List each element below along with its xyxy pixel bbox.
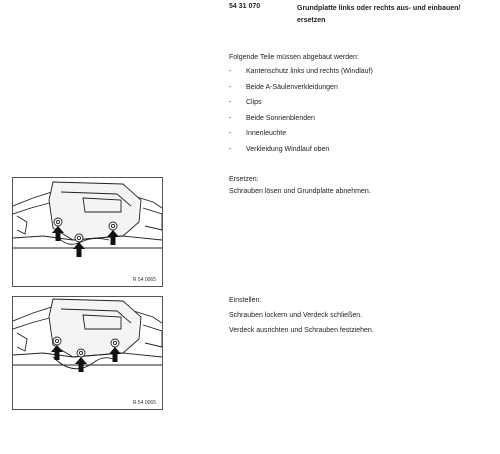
base-plate-illustration [13,297,162,409]
replace-instruction: Schrauben lösen und Grundplatte abnehmen. [229,188,371,195]
figure-reference: R 54 0065 [132,277,156,283]
figure-base-plate-adjust [12,296,163,410]
page-title: Grundplatte links oder rechts aus- und einbauen/ ersetzen [297,5,461,24]
figure-reference: R 54 0065 [132,400,156,406]
base-plate-illustration [13,178,162,286]
figure-base-plate-screws [12,177,163,287]
intro-text: Folgende Teile müssen abgebaut werden: [229,54,359,61]
adjust-instruction: Verdeck ausrichten und Schrauben festziehen. [229,327,374,334]
adjust-instruction: Schrauben lockern und Verdeck schließen. [229,312,363,319]
section-code: 54 31 070 [229,3,261,10]
replace-section [229,174,371,198]
adjust-section [229,295,374,337]
replace-heading: Ersetzen: [229,176,259,183]
adjust-heading: Einstellen: [229,297,262,304]
